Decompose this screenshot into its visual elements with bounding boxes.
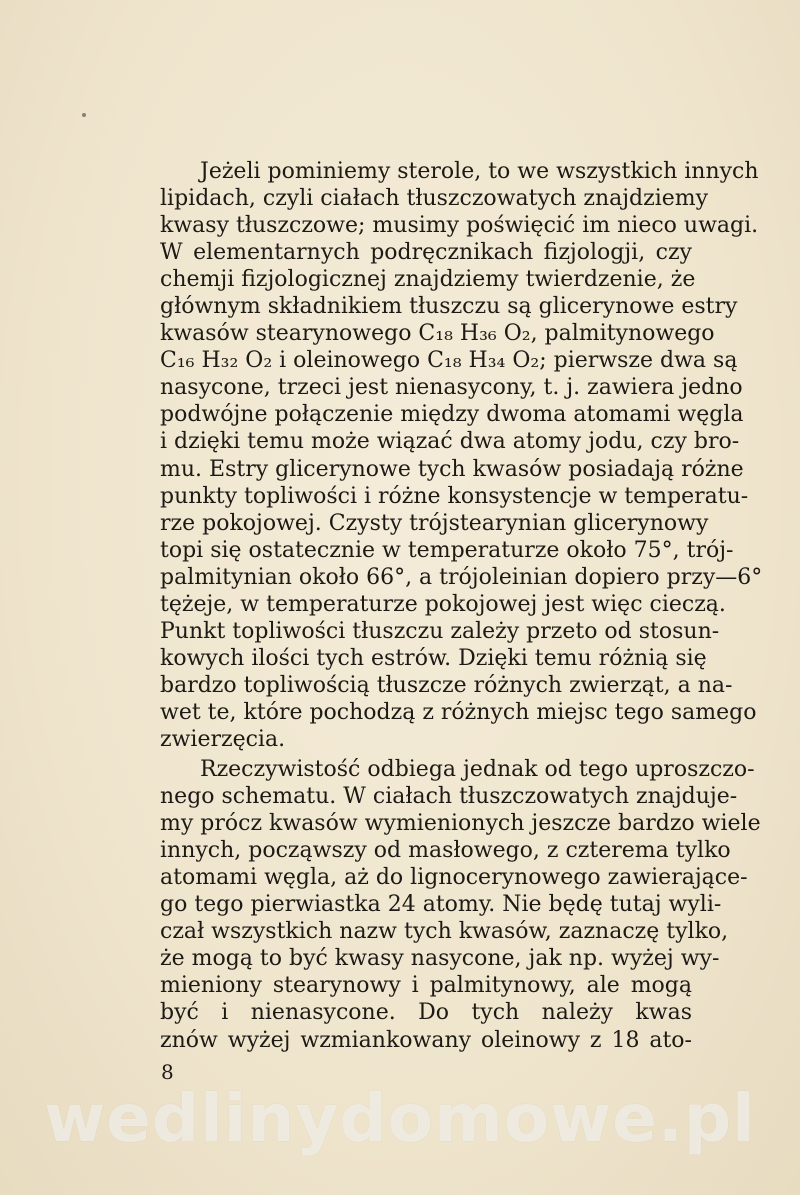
text-line: być i nienasycone. Do tych należy kwas bbox=[160, 1000, 692, 1026]
text-line: topi się ostatecznie w temperaturze około 75°, trój- bbox=[160, 537, 734, 563]
text-line: podwójne połączenie między dwoma atomami węgla bbox=[160, 402, 744, 428]
text-line: kowych ilości tych estrów. Dzięki temu różnią się bbox=[160, 645, 707, 671]
text-line: chemji fizjologicznej znajdziemy twierdzenie, że bbox=[160, 267, 696, 293]
text-line: bardzo topliwością tłuszcze różnych zwierząt, a na- bbox=[160, 672, 733, 698]
text-line: Jeżeli pominiemy sterole, to we wszystkich innych bbox=[200, 159, 759, 184]
text-line: W elementarnych podręcznikach fizjologji, czy bbox=[160, 240, 692, 266]
text-line: Rzeczywistość odbiega jednak od tego uproszczo- bbox=[200, 757, 755, 783]
text-line: mieniony stearynowy i palmitynowy, ale mogą bbox=[160, 973, 692, 999]
text-line: atomami węgla, aż do lignocerynowego zawierające- bbox=[160, 865, 748, 891]
text-line: znów wyżej wzmiankowany oleinowy z 18 ato- bbox=[160, 1027, 692, 1053]
text-line: rze pokojowej. Czysty trójstearynian glicerynowy bbox=[160, 510, 709, 536]
text-line: Punkt topliwości tłuszczu zależy przeto od stosun- bbox=[160, 618, 720, 644]
text-line: punkty topliwości i różne konsystencje w temperatu- bbox=[160, 483, 749, 509]
text-line: lipidach, czyli ciałach tłuszczowatych znajdziemy bbox=[160, 186, 709, 212]
paper-speck bbox=[82, 113, 86, 117]
text-line: tężeje, w temperaturze pokojowej jest więc cieczą. bbox=[160, 591, 726, 617]
text-line: kwasów stearynowego C₁₈ H₃₆ O₂, palmitynowego bbox=[160, 321, 715, 347]
text-line: zwierzęcia. bbox=[160, 726, 286, 752]
text-line: czał wszystkich nazw tych kwasów, zaznaczę tylko, bbox=[160, 919, 729, 945]
text-line: wet te, które pochodzą z różnych miejsc tego samego bbox=[160, 699, 757, 725]
page-number: 8 bbox=[161, 1060, 174, 1084]
body-text bbox=[160, 158, 763, 1054]
text-line: my prócz kwasów wymienionych jeszcze bardzo wiele bbox=[160, 811, 761, 837]
text-line: go tego pierwiastka 24 atomy. Nie będę tutaj wyli- bbox=[160, 892, 722, 918]
text-line: i dzięki temu może wiązać dwa atomy jodu, czy bro- bbox=[160, 429, 740, 455]
text-line: nasycone, trzeci jest nienasycony, t. j. zawiera jedno bbox=[160, 375, 743, 401]
paragraph-2 bbox=[160, 756, 761, 1054]
text-line: innych, począwszy od masłowego, z czterema tylko bbox=[160, 838, 731, 864]
paragraph-1 bbox=[160, 158, 763, 753]
text-line: C₁₆ H₃₂ O₂ i oleinowego C₁₈ H₃₄ O₂; pierwsze dwa są bbox=[160, 348, 738, 374]
text-line: nego schematu. W ciałach tłuszczowatych znajduje- bbox=[160, 784, 738, 810]
text-line: palmitynian około 66°, a trójoleinian dopiero przy—6° bbox=[160, 564, 763, 590]
text-line: głównym składnikiem tłuszczu są glicerynowe estry bbox=[160, 294, 738, 320]
text-line: kwasy tłuszczowe; musimy poświęcić im nieco uwagi. bbox=[160, 213, 759, 239]
watermark: wedlinydomowe.pl bbox=[44, 1080, 756, 1157]
text-line: mu. Estry glicerynowe tych kwasów posiadają różne bbox=[160, 456, 744, 482]
text-line: że mogą to być kwasy nasycone, jak np. wyżej wy- bbox=[160, 946, 720, 972]
